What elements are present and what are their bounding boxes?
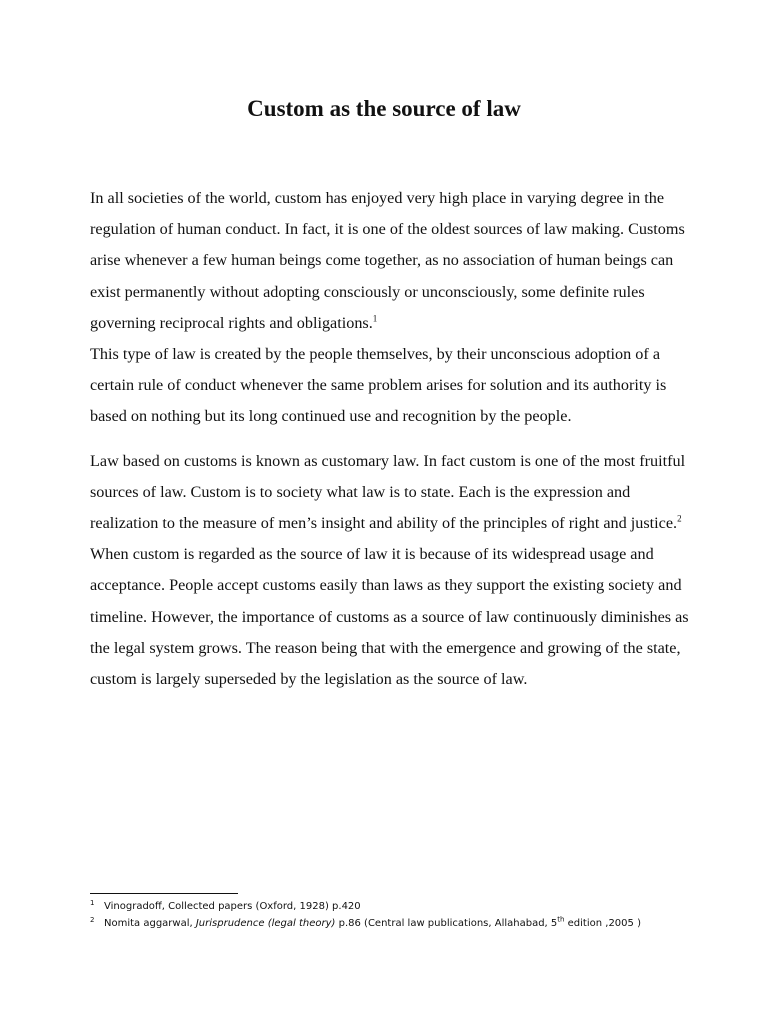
footnote-2: 2 Nomita aggarwal, Jurisprudence (legal theory) p.86 (Central law publications, Allahabad, 5th edition ,2005 ) [90,915,641,929]
footnotes [90,898,730,932]
paragraph-1-part-2: This type of law is created by the people themselves, by their unconscious adoption of a certain rule of conduct whenever the same problem arises for solution and its authority is based on nothing but its long continued use and recognition by the people. [90,345,667,426]
footnote-tail-2: edition ,2005 ) [564,918,641,929]
paragraph-1 [90,183,690,433]
footnote-ordinal-2: th [557,915,565,924]
paragraph-2-part-2: When custom is regarded as the source of law it is because of its widespread usage and acceptance. People accept customs easily than laws as they support the existing society and timeline. However, the importance of customs as a source of law continuously diminishes as the legal system grows. The reason being that with the emergence and growing of the state, custom is largely superseded by the legislation as the source of law. [90,545,689,689]
footnote-text-1: Vinogradoff, Collected papers (Oxford, 1928) p.420 [104,901,361,912]
footnote-ref-1: 1 [372,313,378,324]
footnote-italic-title-2: Jurisprudence (legal theory) [195,918,336,929]
footnote-1: 1 Vinogradoff, Collected papers (Oxford, 1928) p.420 [90,898,361,912]
paragraph-2 [90,446,690,696]
footnote-author-2: Nomita aggarwal, [104,918,196,929]
paragraph-1-part-1: In all societies of the world, custom has enjoyed very high place in varying degree in the regulation of human conduct. In fact, it is one of the oldest sources of law making. Customs arise whenever a few human beings come together, as no association of human beings can exist permanently without adopting consciously or unconsciously, some definite rules governing reciprocal rights and obligations. [90,189,685,332]
footnote-separator [90,893,238,894]
footnote-ref-2: 2 [677,513,682,524]
footnote-rest-2: p.86 (Central law publications, Allahabad, 5 [335,918,558,929]
document-body [90,183,690,695]
document-title: Custom as the source of law [247,96,521,121]
paragraph-2-part-1: Law based on customs is known as customary law. In fact custom is one of the most fruitful sources of law. Custom is to society what law is to state. Each is the expression and realization to the measure of men’s insight and ability of the principles of right and justice. [90,451,686,533]
